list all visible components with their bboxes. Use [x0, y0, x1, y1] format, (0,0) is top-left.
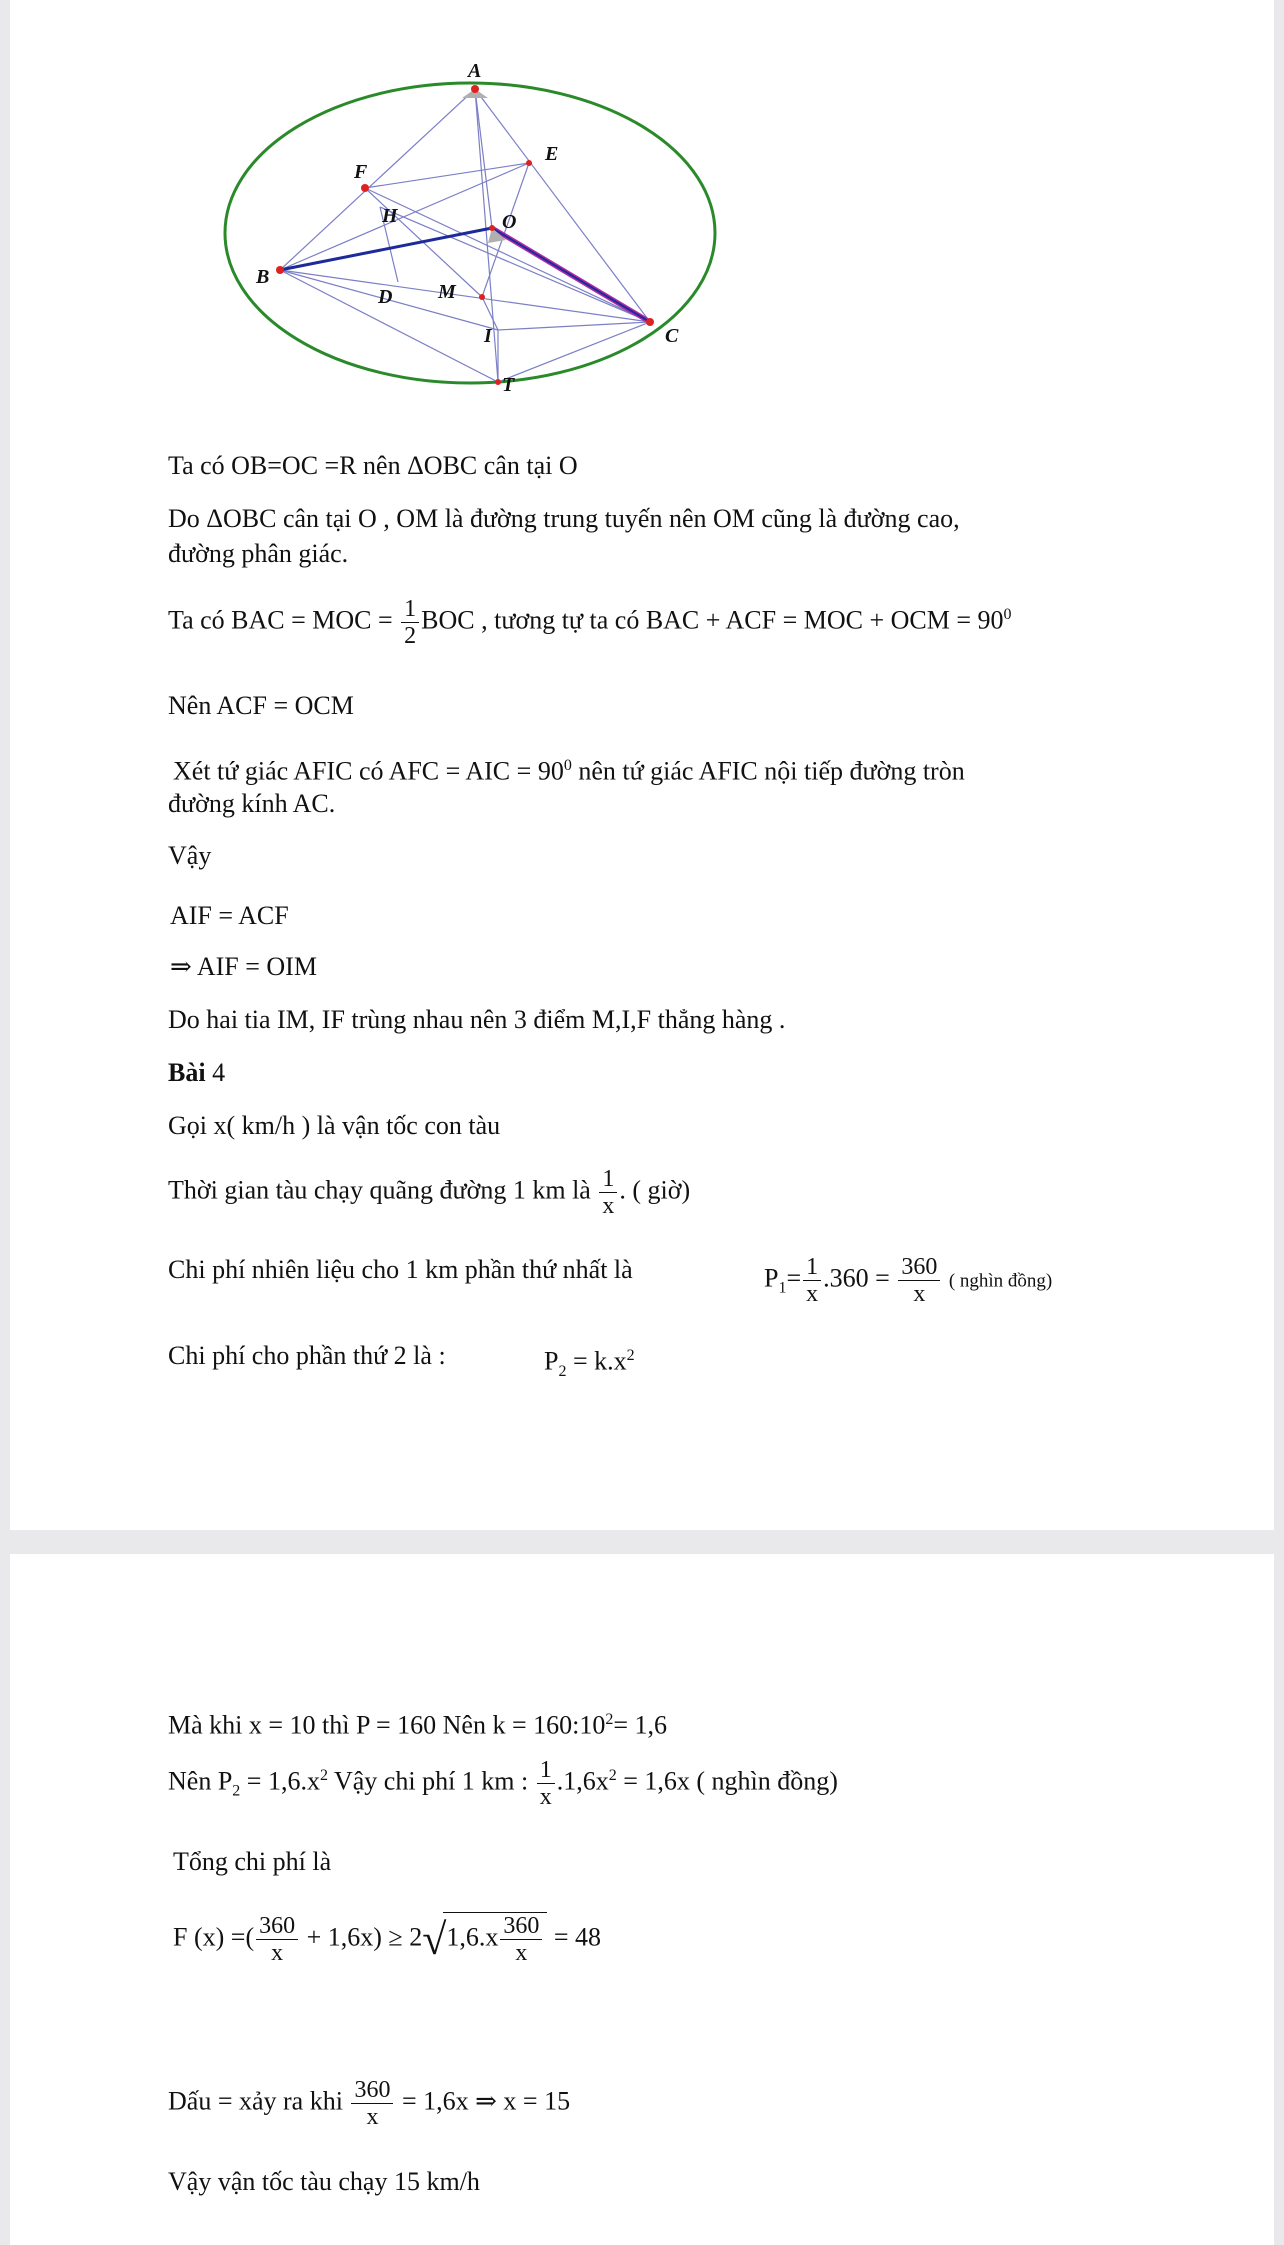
text-line: Vậy vận tốc tàu chạy 15 km/h [168, 2167, 480, 2196]
equation-line: Nên $P_2 = 1,6.x^2$ Vậy chi phí 1 km : $\frac{1}{x}$ $.1,6x^2 = 1,6x$ ( nghìn đồng) [168, 1757, 838, 1810]
text-line: Vậy [168, 841, 212, 870]
page-2 [10, 1554, 1274, 2245]
text-line: Gọi x( km/h ) là vận tốc con tàu [168, 1111, 501, 1140]
label-a: A [468, 60, 482, 82]
equation-line: Chi phí cho phần thứ 2 là : [168, 1341, 446, 1370]
text-line: Xét tứ giác AFIC có AFC = AIC = $90^0$ nên tứ giác AFIC nội tiếp đường tròn [173, 756, 965, 786]
label-o: O [502, 211, 517, 233]
label-i: I [484, 325, 492, 347]
equation-line: Thời gian tàu chạy quãng đường 1 km là $\frac{1}{x}$ . ( giờ) [168, 1166, 691, 1219]
equation-line: $P_1=$ $\frac{1}{x}$ .360 = $\frac{360}{x}$ ( nghìn đồng) [764, 1254, 1053, 1307]
equation-line: $P_2 = k.x^2$ [544, 1346, 635, 1380]
text-line: Mà khi x = 10 thì P = 160 Nên $k = 160:10^2= 1,6$ [168, 1710, 668, 1740]
equation-line: F (x) =( $\frac{360}{x}$ + 1,6x) ≥ 2√1,6.x $\frac{360}{x}$ = 48 [173, 1913, 602, 1966]
label-h: H [382, 205, 398, 227]
label-t: T [502, 374, 515, 396]
text-line: Do ΔOBC cân tại O , OM là đường trung tuyến nên OM cũng là đường cao, [168, 504, 960, 533]
label-f: F [354, 161, 368, 183]
label-m: M [438, 281, 456, 303]
text-line: Tổng chi phí là [173, 1847, 332, 1876]
text-line: ⇒ AIF = OIM [170, 952, 317, 981]
text-line: đường kính AC. [168, 789, 336, 818]
label-b: B [256, 266, 270, 288]
equation-line: Chi phí nhiên liệu cho 1 km phần thứ nhất là [168, 1255, 633, 1284]
text-line: Ta có OB=OC =R nên ΔOBC cân tại O [168, 451, 578, 480]
page-1 [10, 0, 1274, 1530]
equation-line: Ta có BAC = MOC = $\frac{1}{2}$ BOC , tương tự ta có BAC + ACF = MOC + OCM = $90^0$ [168, 596, 1012, 649]
geometry-figure [10, 0, 1274, 420]
label-c: C [665, 325, 679, 347]
text-line: Do hai tia IM, IF trùng nhau nên 3 điểm M,I,F thẳng hàng . [168, 1005, 786, 1034]
section-heading: Bài 4 [168, 1058, 226, 1087]
text-line: đường phân giác. [168, 539, 349, 568]
text-line: AIF = ACF [170, 901, 289, 930]
text-line: Nên ACF = OCM [168, 691, 354, 720]
label-d: D [378, 286, 393, 308]
equation-line: Dấu = xảy ra khi $\frac{360}{x}$ = 1,6x ⇒ x = 15 [168, 2077, 571, 2130]
label-e: E [545, 143, 559, 165]
